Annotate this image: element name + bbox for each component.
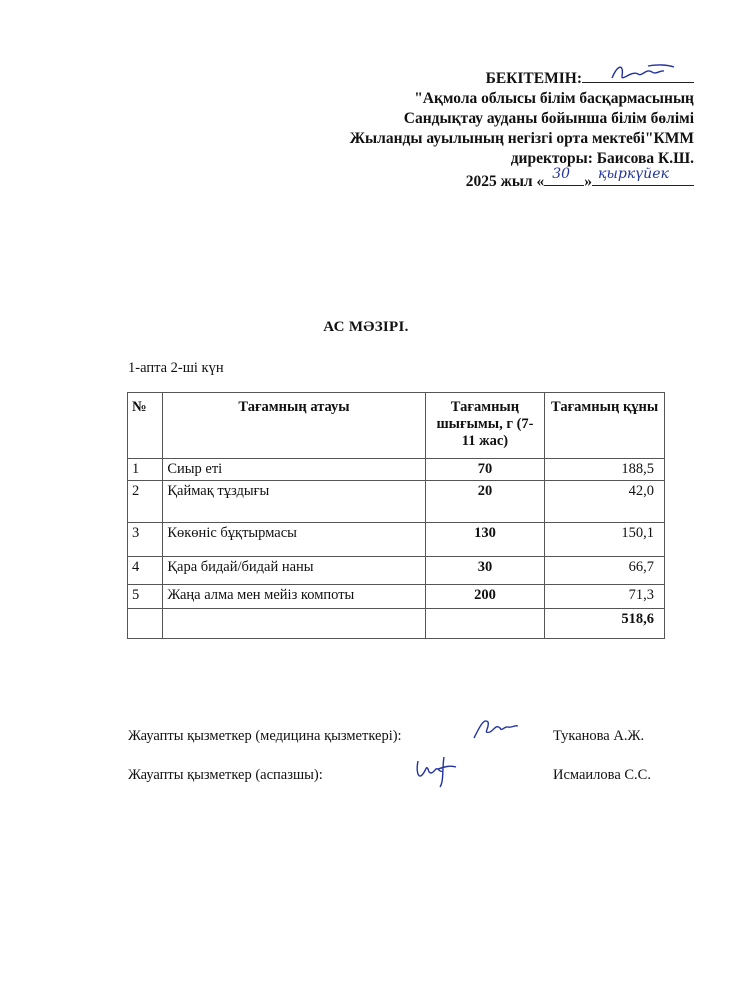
approval-block [254, 66, 694, 192]
page-title: АС МӘЗІРІ. [323, 319, 409, 335]
approval-line-3: Жыланды ауылының негізгі орта мектебі"КММ [349, 130, 694, 147]
approval-line-1: "Ақмола облысы білім басқармасының [414, 90, 694, 107]
table-row [128, 481, 665, 523]
table-total: 518,6 [545, 609, 665, 639]
date-close: » [584, 173, 592, 190]
approval-date-line [254, 166, 694, 192]
responsible-medical-name: Туканова А.Ж. [553, 728, 645, 744]
approval-line-4: директоры: Баисова К.Ш. [510, 150, 694, 167]
date-day: 30 [552, 166, 571, 182]
row-name: Көкөніс бұқтырмасы [163, 523, 425, 557]
table-total-row [128, 609, 665, 639]
row-number: 3 [128, 523, 163, 557]
table-row [128, 585, 665, 609]
row-yield: 30 [425, 557, 545, 585]
table-row [128, 557, 665, 585]
date-month-field [592, 166, 694, 186]
cook-signature [412, 755, 462, 789]
date-month: қыркүйек [598, 166, 669, 182]
medical-signature [470, 716, 522, 742]
approval-heading: БЕКІТЕМІН: [485, 70, 582, 87]
responsible-cook-label: Жауапты қызметкер (аспазшы): [128, 767, 323, 783]
table-row [128, 523, 665, 557]
row-price: 66,7 [545, 557, 665, 585]
row-price: 42,0 [545, 481, 665, 523]
date-day-field [544, 166, 584, 186]
table-row [128, 459, 665, 481]
row-price: 150,1 [545, 523, 665, 557]
row-number: 5 [128, 585, 163, 609]
row-name: Қара бидай/бидай наны [163, 557, 425, 585]
row-price: 188,5 [545, 459, 665, 481]
table-header-row [128, 393, 665, 459]
approval-line-2: Сандықтау ауданы бойынша білім бөлімі [403, 110, 694, 127]
header-number: № [128, 393, 163, 459]
responsible-medical-label: Жауапты қызметкер (медицина қызметкері): [128, 728, 402, 744]
row-yield: 20 [425, 481, 545, 523]
row-yield: 130 [425, 523, 545, 557]
approval-heading-line [254, 66, 694, 89]
row-yield: 70 [425, 459, 545, 481]
header-yield: Тағамның шығымы, г (7-11 жас) [425, 393, 545, 459]
row-number: 1 [128, 459, 163, 481]
row-number: 4 [128, 557, 163, 585]
header-price: Тағамның құны [545, 393, 665, 459]
row-yield: 200 [425, 585, 545, 609]
row-name: Сиыр еті [163, 459, 425, 481]
menu-table [127, 392, 665, 639]
row-price: 71,3 [545, 585, 665, 609]
row-number: 2 [128, 481, 163, 523]
date-prefix: 2025 жыл « [465, 173, 545, 190]
responsible-cook-name: Исмаилова С.С. [553, 767, 651, 783]
director-signature-line [582, 66, 694, 83]
director-signature [608, 62, 678, 84]
header-name: Тағамның атауы [163, 393, 425, 459]
row-name: Жаңа алма мен мейіз компоты [163, 585, 425, 609]
row-name: Қаймақ тұздығы [163, 481, 425, 523]
page-subtitle: 1-апта 2-ші күн [128, 360, 224, 376]
